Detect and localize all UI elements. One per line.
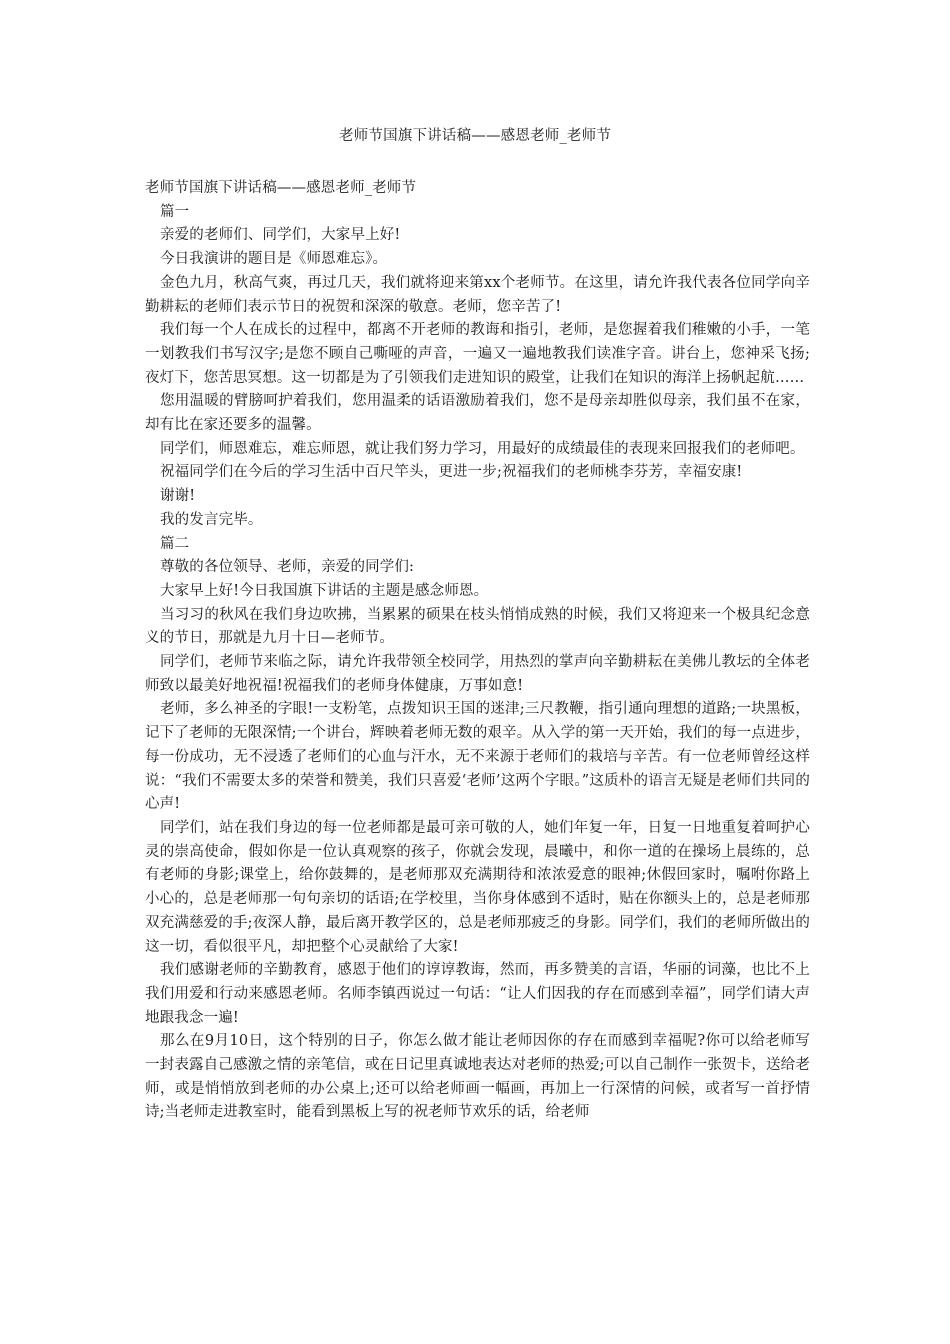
body-paragraph: 今日我演讲的题目是《师恩难忘》。: [160, 251, 388, 268]
body-paragraph: 当习习的秋风在我们身边吹拂，当累累的硕果在枝头悄悄成熟的时候，我们又将迎来一个极具纪念意义的节日，那就是九月十日—老师节。: [145, 606, 810, 647]
body-paragraph: 大家早上好!今日我国旗下讲话的主题是感念师恩。: [160, 582, 489, 599]
body-paragraph: 篇二: [160, 535, 190, 552]
document-title: 老师节国旗下讲话稿——感恩老师_老师节: [338, 128, 612, 144]
body-heading: 老师节国旗下讲话稿——感恩老师_老师节: [145, 180, 417, 196]
body-paragraph: 尊敬的各位领导、老师，亲爱的同学们:: [160, 559, 415, 576]
body-paragraph: 我们感谢老师的辛勤教育，感恩于他们的谆谆教诲，然而，再多赞美的言语，华丽的词藻，也比不上我们用爱和行动来感恩老师。名师李镇西说过一句话：“让人们因我的存在而感到幸福”，同学们请大声地跟我念一遍!: [145, 962, 810, 1026]
body-paragraph: 祝福同学们在今后的学习生活中百尺竿头，更进一步;祝福我们的老师桃李芬芳，幸福安康!: [160, 464, 743, 481]
body-paragraph: 我的发言完毕。: [160, 511, 263, 528]
body-paragraph: 同学们，老师节来临之际，请允许我带领全校同学，用热烈的掌声向辛勤耕耘在美佛儿教坛的全体老师致以最美好地祝福!祝福我们的老师身体健康，万事如意!: [145, 654, 810, 694]
body-paragraph: 我们每一个人在成长的过程中，都离不开老师的教诲和指引，老师，是您握着我们稚嫩的小手，一笔一划教我们书写汉字;是您不顾自己嘶哑的声音，一遍又一遍地教我们读准字音。讲台上，您神采飞扬;夜灯下，您苦思冥想。这一切都是为了引领我们走进知识的殿堂，让我们在知识的海洋上扬帆起航……: [145, 322, 810, 386]
body-paragraph: 老师，多么神圣的字眼!一支粉笔，点拨知识王国的迷津;三尺教鞭，指引通向理想的道路;一块黑板，记下了老师的无限深情;一个讲台，辉映着老师无数的艰辛。从入学的第一天开始，我们的每一点进步，每一份成功，无不浸透了老师们的心血与汗水，无不来源于老师们的栽培与辛苦。有一位老师曾经这样说：“我们不需要太多的荣誉和赞美，我们只喜爱‘老师’这两个字眼。”这质朴的语言无疑是老师们共同的心声!: [145, 701, 810, 813]
body-paragraph: 金色九月，秋高气爽，再过几天，我们就将迎来第xx个老师节。在这里，请允许我代表各位同学向辛勤耕耘的老师们表示节日的祝贺和深深的敬意。老师，您辛苦了!: [145, 274, 810, 315]
body-paragraph: 同学们，师恩难忘，难忘师恩，就让我们努力学习，用最好的成绩最佳的表现来回报我们的老师吧。: [160, 440, 805, 457]
body-paragraph: 亲爱的老师们、同学们，大家早上好!: [160, 227, 401, 244]
body-paragraph: 那么在9月10日，这个特别的日子，你怎么做才能让老师因你的存在而感到幸福呢?你可以给老师写一封表露自己感激之情的亲笔信，或在日记里真诚地表达对老师的热爱;可以自己制作一张贺卡，送给老师，或是悄悄放到老师的办公桌上;还可以给老师画一幅画，再加上一行深情的问候，或者写一首抒情诗;当老师走进教室时，能看到黑板上写的祝老师节欢乐的话，给老师: [145, 1033, 810, 1121]
document-body: [145, 177, 810, 1125]
body-paragraph: 篇一: [160, 203, 190, 220]
body-paragraph: 同学们，站在我们身边的每一位老师都是最可亲可敬的人，她们年复一年，日复一日地重复着呵护心灵的崇高使命，假如你是一位认真观察的孩子，你就会发现，晨曦中，和你一道的在操场上晨练的，总有老师的身影;课堂上，给你鼓舞的，是老师那双充满期待和浓浓爱意的眼神;休假回家时，嘱咐你路上小心的，总是老师那一句句亲切的话语;在学校里，当你身体感到不适时，贴在你额头上的，总是老师那双充满慈爱的手;夜深人静，最后离开教学区的，总是老师那疲乏的身影。同学们，我们的老师所做出的这一切，看似很平凡，却把整个心灵献给了大家!: [145, 819, 810, 955]
body-paragraph: 谢谢!: [160, 488, 196, 505]
body-paragraph: 您用温暖的臂膀呵护着我们，您用温柔的话语激励着我们，您不是母亲却胜似母亲，我们虽不在家，却有比在家还要多的温馨。: [145, 393, 810, 434]
